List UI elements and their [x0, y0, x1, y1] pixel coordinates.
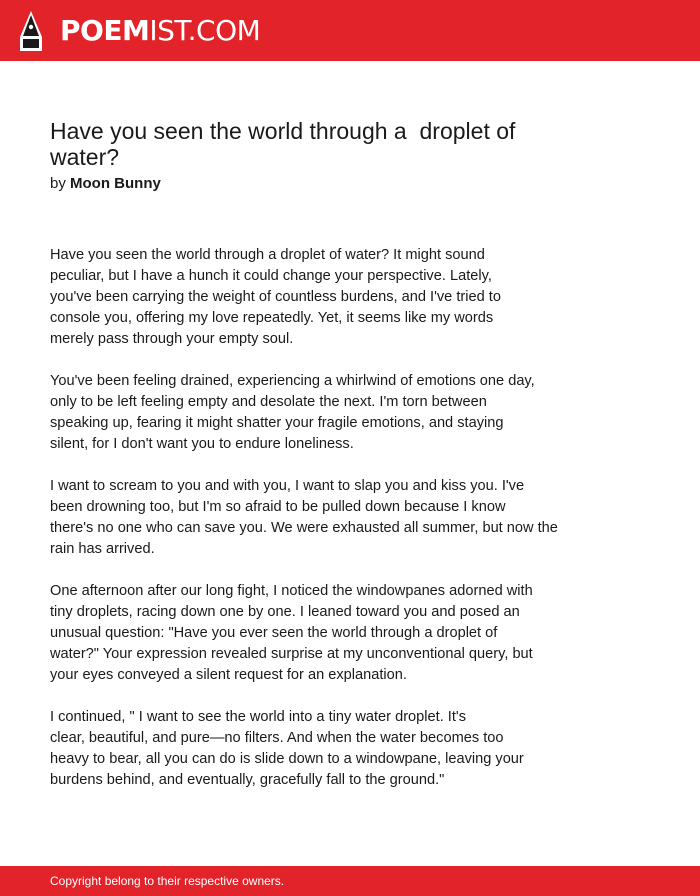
logo-text-light: IST.COM	[149, 14, 261, 47]
poem-line: You've been feeling drained, experiencing a whirlwind of emotions one day,	[50, 373, 535, 389]
poem-line: burdens behind, and eventually, gracefully fall to the ground."	[50, 772, 445, 788]
by-label: by	[50, 175, 66, 192]
poem-line: I continued, " I want to see the world into a tiny water droplet. It's	[50, 709, 467, 725]
poem-line: unusual question: "Have you ever seen the world through a droplet of	[50, 625, 498, 641]
site-footer	[0, 866, 700, 896]
poem-line: you've been carrying the weight of countless burdens, and I've tried to	[50, 289, 501, 305]
poem-line: only to be left feeling empty and desolate the next. I'm torn between	[50, 394, 487, 410]
poem-paragraph	[50, 245, 610, 350]
poem-line: clear, beautiful, and pure—no filters. And when the water becomes too	[50, 730, 504, 746]
author-name[interactable]: Moon Bunny	[70, 175, 161, 192]
poem-line: been drowning too, but I'm so afraid to be pulled down because I know	[50, 499, 506, 515]
poem-paragraph	[50, 476, 610, 560]
poem-paragraph	[50, 371, 610, 455]
poem-line: heavy to bear, all you can do is slide down to a windowpane, leaving your	[50, 751, 524, 767]
copyright-notice: Copyright belong to their respective owners.	[50, 874, 285, 888]
poem-line: I want to scream to you and with you, I want to slap you and kiss you. I've	[50, 478, 525, 494]
site-logo[interactable]	[18, 10, 260, 52]
poem-line: there's no one who can save you. We were exhausted all summer, but now the	[50, 520, 558, 536]
poem-line: console you, offering my love repeatedly. Yet, it seems like my words	[50, 310, 494, 326]
poem-title: Have you seen the world through a droplet of water?	[50, 118, 516, 170]
poem-line: tiny droplets, racing down one by one. I leaned toward you and posed an	[50, 604, 520, 620]
poem-line: water?" Your expression revealed surprise at my unconventional query, but	[50, 646, 533, 662]
poem-body	[50, 245, 610, 812]
poem-line: merely pass through your empty soul.	[50, 331, 294, 347]
poem-line: rain has arrived.	[50, 541, 155, 557]
site-logo-text	[60, 14, 261, 47]
poem-paragraph	[50, 581, 610, 686]
poem-byline	[50, 175, 161, 193]
poem-paragraph	[50, 707, 610, 791]
poem-line: Have you seen the world through a droplet of water? It might sound	[50, 247, 485, 263]
site-header	[0, 0, 700, 61]
logo-text-bold: POEM	[60, 14, 150, 47]
poem-line: peculiar, but I have a hunch it could change your perspective. Lately,	[50, 268, 492, 284]
poem-line: silent, for I don't want you to endure loneliness.	[50, 436, 354, 452]
poem-line: One afternoon after our long fight, I noticed the windowpanes adorned with	[50, 583, 533, 599]
poem-line: your eyes conveyed a silent request for an explanation.	[50, 667, 407, 683]
pen-nib-logo-icon	[18, 10, 44, 52]
poem-line: speaking up, fearing it might shatter your fragile emotions, and staying	[50, 415, 504, 431]
